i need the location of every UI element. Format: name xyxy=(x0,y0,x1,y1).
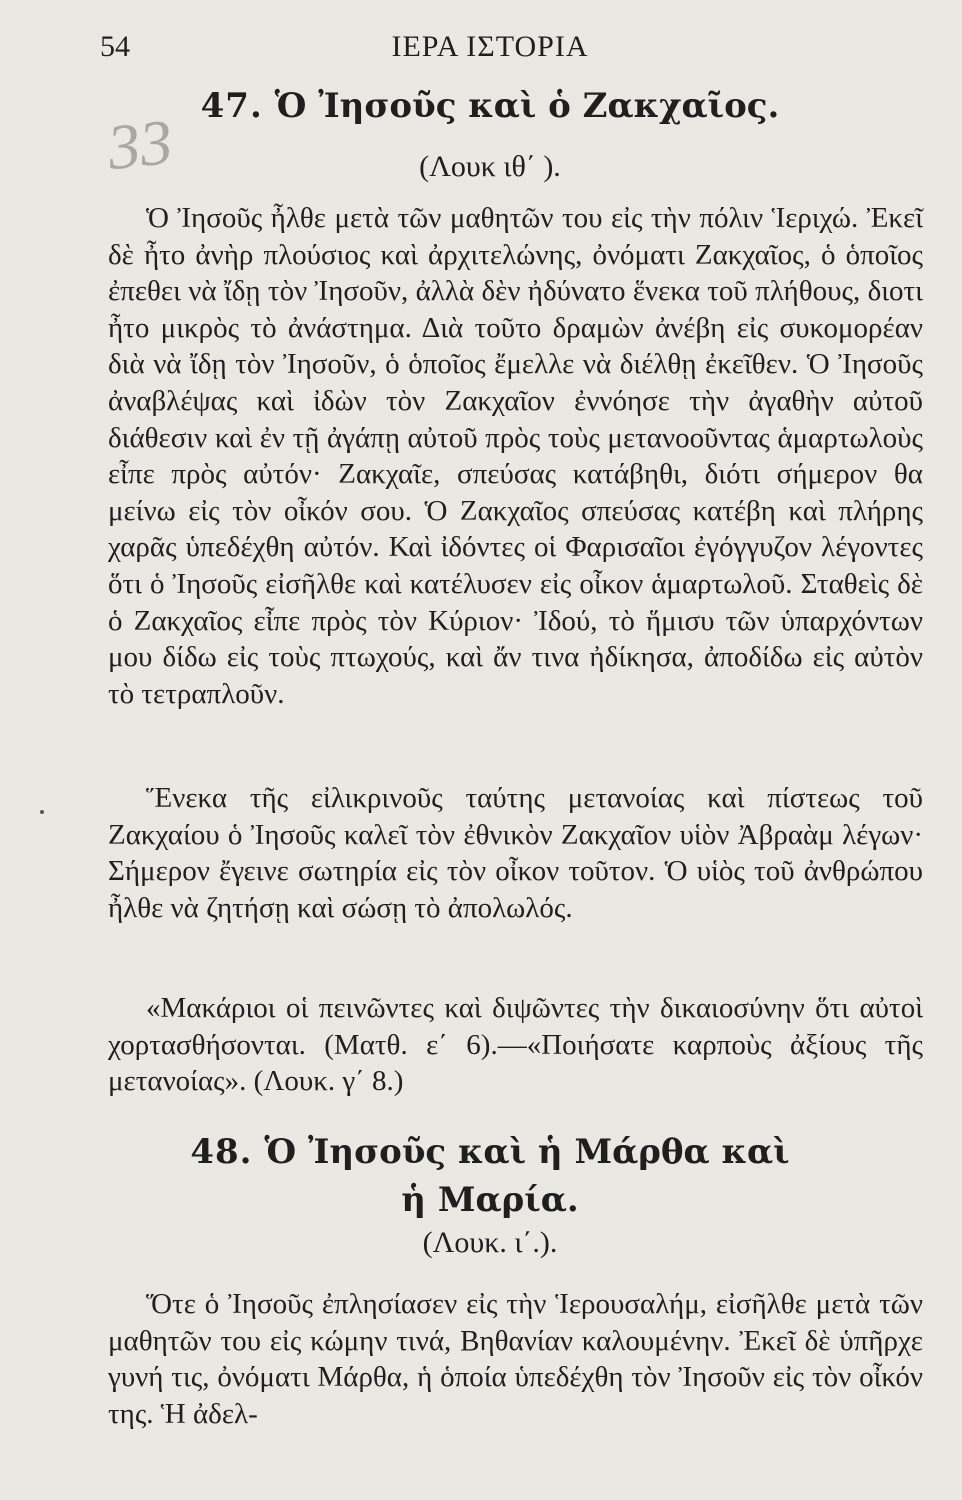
handwritten-margin-note: 33 xyxy=(104,105,176,184)
running-title: ΙΕΡΑ ΙΣΤΟΡΙΑ xyxy=(391,30,589,63)
section-47-title: Ὁ Ἰησοῦς καὶ ὁ Ζακχαῖος. xyxy=(274,86,780,126)
page-number: 54 xyxy=(100,30,130,63)
running-head xyxy=(100,30,880,70)
section-48-heading xyxy=(100,1128,880,1224)
section-48-reference: (Λουκ. ι΄.). xyxy=(422,1226,558,1259)
section-48-number: 48. xyxy=(190,1132,253,1172)
section-47-number: 47. xyxy=(200,86,263,126)
section-47-quote: «Μακάριοι οἱ πεινῶντες καὶ διψῶντες τὴν δικαιοσύνην ὅτι αὐτοὶ χορτασθήσονται. (Ματθ. ε΄ 6).—«Ποιήσατε καρποὺς ἀξίους τῆς μετανοίας». (Λουκ. γ΄ 8.) xyxy=(108,992,923,1098)
section-48-title-line-1: Ὁ Ἰησοῦς καὶ ἡ Μάρθα καὶ xyxy=(264,1132,790,1172)
section-47-reference: (Λουκ ιθ΄ ). xyxy=(419,150,561,183)
paper-speck xyxy=(40,810,44,814)
section-47-paragraph-1: Ὁ Ἰησοῦς ἦλθε μετὰ τῶν μαθητῶν του εἰς τὴν πόλιν Ἱεριχώ. Ἐκεῖ δὲ ἦτο ἀνὴρ πλούσιος καὶ ἀρχιτελώνης, ὀνόματι Ζακχαῖος, ὁ ὁποῖος ἐπεθει νὰ ἴδῃ τὸν Ἰησοῦν, ἀλλὰ δὲν ἠδύνατο ἕνεκα τοῦ πλήθους, διοτι ἦτο μικρὸς τὸ ἀνάστημα. Διὰ τοῦτο δραμὼν ἀνέβη εἰς συκομορέαν διὰ νὰ ἴδῃ τὸν Ἰησοῦν, ὁ ὁποῖος ἔμελλε νὰ διέλθῃ ἐκεῖθεν. Ὁ Ἰησοῦς ἀναβλέψας καὶ ἰδὼν τὸν Ζακχαῖον ἐννόησε τὴν ἀγαθὴν αὐτοῦ διάθεσιν καὶ ἐν τῇ ἀγάπῃ αὐτοῦ πρὸς τοὺς μετανοοῦντας ἁμαρτωλοὺς εἶπε πρὸς αὐτόν· Ζακχαῖε, σπεύσας κατάβηθι, διότι σήμερον θα μείνω εἰς τὸν οἶκόν σου. Ὁ Ζακχαῖος σπεύσας κατέβη καὶ πλήρης χαρᾶς ὑπεδέχθη αὐτόν. Καὶ ἰδόντες οἱ Φαρισαῖοι ἐγόγγυζον λέγοντες ὅτι ὁ Ἰησοῦς εἰσῆλθε καὶ κατέλυσεν εἰς οἶκον ἁμαρτωλοῦ. Σταθεὶς δὲ ὁ Ζακχαῖος εἶπε πρὸς τὸν Κύριον· Ἰδού, τὸ ἥμισυ τῶν ὑπαρχόντων μου δίδω εἰς τοὺς πτωχούς, καὶ ἄν τινα ἠδίκησα, ἀποδίδω εἰς αὐτὸν τὸ τετραπλοῦν. xyxy=(108,202,923,710)
section-47-paragraph-2: Ἕνεκα τῆς εἰλικρινοῦς ταύτης μετανοίας καὶ πίστεως τοῦ Ζακχαίου ὁ Ἰησοῦς καλεῖ τὸν ἐθνικὸν Ζακχαῖον υἱὸν Ἀβραὰμ λέγων· Σήμερον ἔγεινε σωτηρία εἰς τὸν οἶκον τοῦτον. Ὁ υἱὸς τοῦ ἀνθρώπου ἦλθε νὰ ζητήσῃ καὶ σώσῃ τὸ ἀπολωλός. xyxy=(108,782,923,924)
section-48-title-line-2: ἡ Μαρία. xyxy=(401,1180,579,1220)
section-47-heading xyxy=(100,86,880,126)
section-48-paragraph-1: Ὅτε ὁ Ἰησοῦς ἐπλησίασεν εἰς τὴν Ἱερουσαλήμ, εἰσῆλθε μετὰ τῶν μαθητῶν του εἰς κώμην τινά, Βηθανίαν καλουμένην. Ἐκεῖ δὲ ὑπῆρχε γυνή τις, ὀνόματι Μάρθα, ἡ ὁποία ὑπεδέχθη τὸν Ἰησοῦν εἰς τὸν οἶκόν της. Ἡ ἀδελ- xyxy=(108,1288,923,1430)
